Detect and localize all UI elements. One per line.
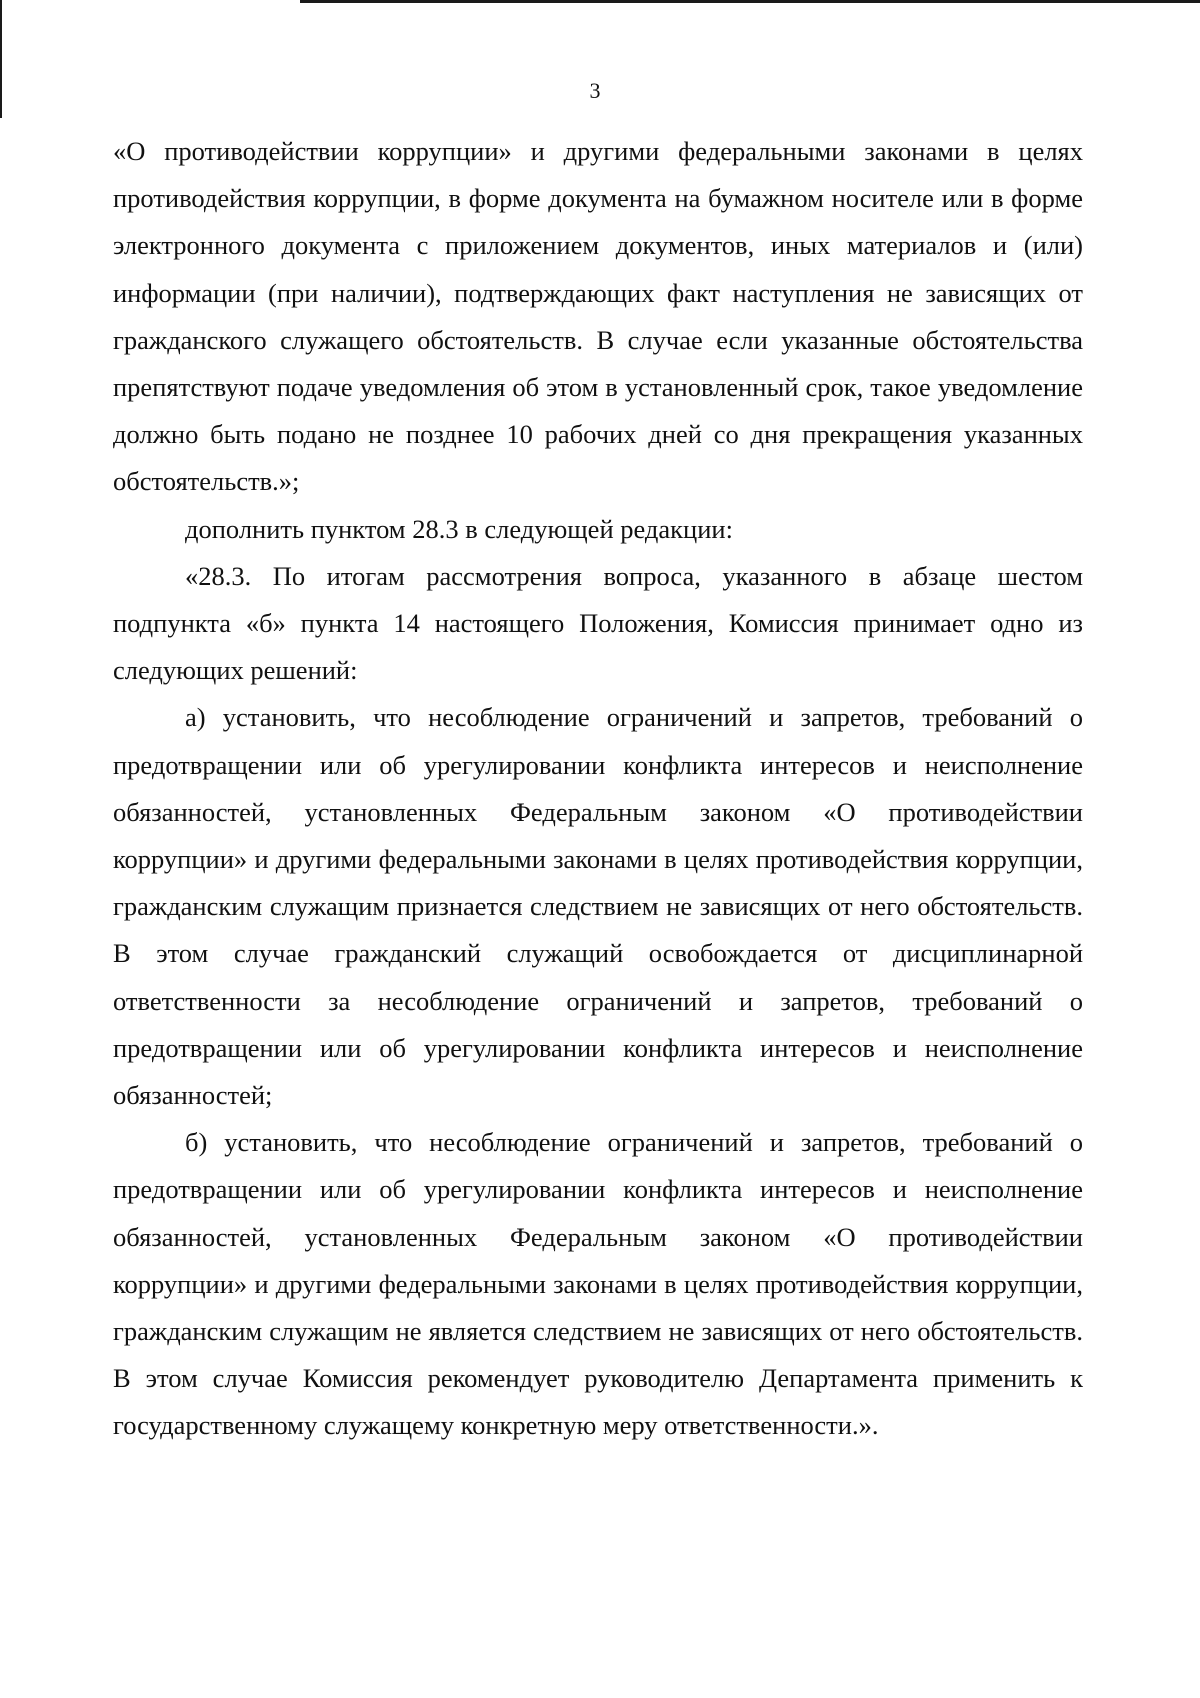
- paragraph-amendment-intro: дополнить пунктом 28.3 в следующей редакции:: [185, 513, 733, 544]
- scan-edge-top: [300, 0, 1200, 3]
- paragraph-decision-b: б) установить, что несоблюдение ограничений и запретов, требований о предотвращении или об урегулировании конфликта интересов и неисполнение обязанностей, установленных Федеральным законом «О противодействии коррупции» и другими федеральными законами в целях противодействия коррупции, гражданским служащим не является следствием не зависящих от него обстоятельств. В этом случае Комиссия рекомендует руководителю Департамента применить к государственному служащему конкретную меру ответственности.».: [113, 1127, 1083, 1441]
- paragraph-continuation: «О противодействии коррупции» и другими федеральными законами в целях противодействия коррупции, в форме документа на бумажном носителе или в форме электронного документа с приложением документов, иных материалов и (или) информации (при наличии), подтверждающих факт наступления не зависящих от гражданского служащего обстоятельств. В случае если указанные обстоятельства препятствуют подаче уведомления об этом в установленный срок, такое уведомление должно быть подано не позднее 10 рабочих дней со дня прекращения указанных обстоятельств.»;: [113, 136, 1083, 497]
- page-number: 3: [589, 78, 601, 103]
- body-text: [113, 128, 1083, 1450]
- paragraph-clause-28-3: «28.3. По итогам рассмотрения вопроса, указанного в абзаце шестом подпункта «б» пункта 14 настоящего Положения, Комиссия принимает одно из следующих решений:: [113, 560, 1083, 686]
- paragraph-decision-a: а) установить, что несоблюдение ограничений и запретов, требований о предотвращении или об урегулировании конфликта интересов и неисполнение обязанностей, установленных Федеральным законом «О противодействии коррупции» и другими федеральными законами в целях противодействия коррупции, гражданским служащим признается следствием не зависящих от него обстоятельств. В этом случае гражданский служащий освобождается от дисциплинарной ответственности за несоблюдение ограничений и запретов, требований о предотвращении или об урегулировании конфликта интересов и неисполнение обязанностей;: [113, 702, 1083, 1111]
